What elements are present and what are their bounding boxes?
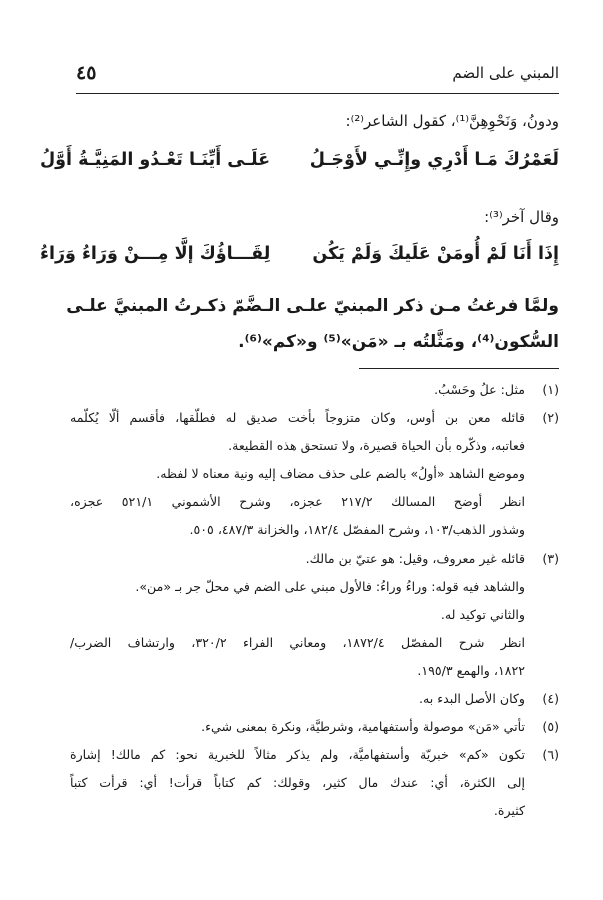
verse-2 <box>40 244 559 274</box>
footnote-number: (٢) <box>542 410 559 425</box>
intro-line: ودونُ، وَنَحْوِهِنَّ⁽¹⁾، كقول الشاعر⁽²⁾: <box>345 112 559 130</box>
footnote-line: وموضع الشاهد «أولُ» بالضم على حذف مضاف إليه ونية معناه لا لفظه. <box>156 466 525 481</box>
footnote-line: انظر شرح المفصّل ١٨٧٢/٤، ومعاني الفراء ٣٢٠/٢، وارتشاف الضرب/ <box>70 635 525 650</box>
paragraph-line-1: ولمَّا فرغتُ مـن ذكر المبنيّ علـى الـضَّمّ ذكـرتُ المبنيَّ علـى <box>66 296 559 316</box>
footnote-line: وكان الأصل البدء به. <box>418 691 525 706</box>
paragraph-line-2: السُّكون⁽⁴⁾، ومَثَّلتُه بـ «مَن»⁽⁵⁾ و«كم»⁽⁶⁾. <box>238 332 559 352</box>
footnote-line: إلى الكثرة، أي: عندك مال كثير، وقولك: كم كتاباً قرأت! أي: قرأت كتباً <box>70 775 525 790</box>
footnote-line: والشاهد فيه قوله: وراءُ وراءُ: فالأول مبني على الضم في محلّ جر بـ «من». <box>135 579 525 594</box>
footnote-number: (٥) <box>542 719 559 734</box>
page-number: ٤٥ <box>76 62 97 84</box>
footnote-divider <box>359 368 559 369</box>
footnote-4 <box>70 685 559 713</box>
page-header <box>76 62 559 92</box>
footnote-5 <box>70 713 559 741</box>
running-title: المبني على الضم <box>452 64 559 82</box>
footnote-1 <box>70 376 559 404</box>
verse-2-first-hemistich: إِذَا أَنَا لَمْ أُومَنْ عَلَيكَ وَلَمْ يَكُن <box>312 244 559 264</box>
footnote-line: قائله غير معروف، وقيل: هو عتيّ بن مالك. <box>305 551 525 566</box>
verse-1-first-hemistich: لَعَمْرُكَ مَـا أَدْرِي وإِنِّـي لأَوْجَـلُ <box>309 150 559 170</box>
footnote-number: (١) <box>542 382 559 397</box>
verse-1-second-hemistich: عَلَـى أَيِّنَـا تَعْـدُو المَنِيَّـةُ أَوَّلُ <box>40 150 271 170</box>
second-poet-line: وقال آخر⁽³⁾: <box>484 208 559 226</box>
header-divider <box>76 93 559 94</box>
footnote-line: تأتي «مَن» موصولة وأستفهامية، وشرطيَّة، ونكرة بمعنى شيء. <box>201 719 525 734</box>
footnote-line: انظر أوضح المسالك ٢١٧/٢ عجزه، وشرح الأشموني ٥٢١/١ عجزه، <box>70 494 525 509</box>
footnote-number: (٤) <box>542 691 559 706</box>
footnote-3 <box>70 545 559 685</box>
footnote-line: ١٨٢٢، والهمع ١٩٥/٣. <box>417 663 525 678</box>
footnote-line: تكون «كم» خبريّة وأستفهاميَّة، ولم يذكر مثالاً للخبرية نحو: كم مالك! إشارة <box>70 747 525 762</box>
footnote-2 <box>70 404 559 544</box>
footnote-number: (٣) <box>542 551 559 566</box>
footnote-line: فعاتبه، وذكّره بأن الحياة قصيرة، ولا تستحق هذه القطيعة. <box>228 438 525 453</box>
verse-2-second-hemistich: لِقَـــاؤُكَ إلَّا مِـــنْ وَرَاءُ وَرَاءُ <box>40 244 271 264</box>
footnote-line: وشذور الذهب/١٠٣، وشرح المفصّل ١٨٢/٤، والخزانة ٤٨٧/٣، ٥٠٥. <box>189 522 525 537</box>
footnote-line: كثيرة. <box>493 803 525 818</box>
footnote-line: مثل: علُ وحَسْبُ. <box>434 382 525 397</box>
footnote-number: (٦) <box>542 747 559 762</box>
verse-1 <box>40 150 559 180</box>
footnote-line: والثاني توكيد له. <box>440 607 525 622</box>
footnote-line: قائله معن بن أوس، وكان متزوجاً بأخت صديق له فطلّقها، فأقسم ألّا يُكلّمه <box>70 410 525 425</box>
footnote-6 <box>70 741 559 825</box>
